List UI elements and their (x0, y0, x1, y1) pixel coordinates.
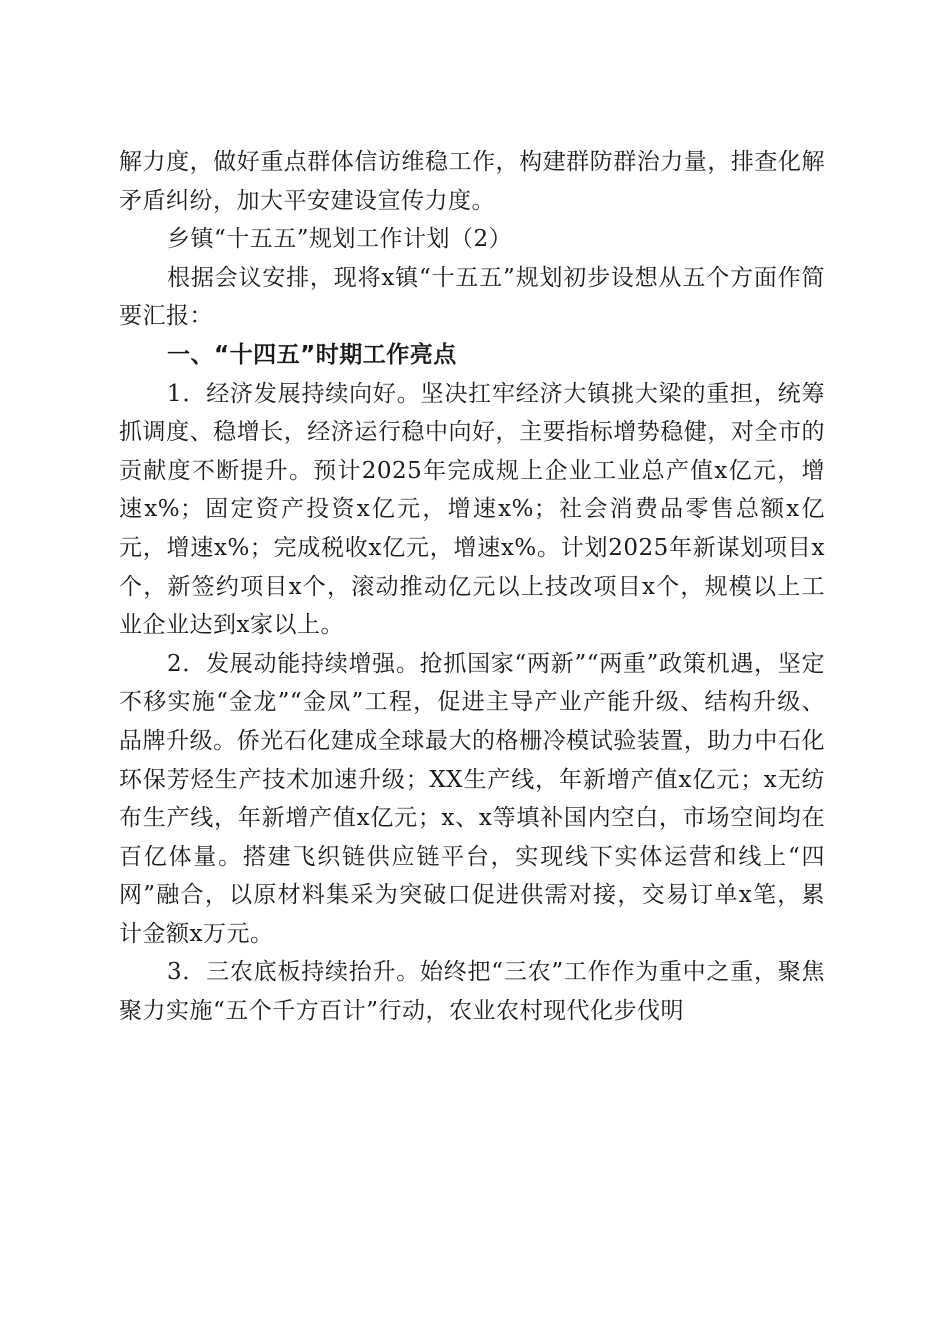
section-title: 乡镇“十五五”规划工作计划（2） (167, 226, 513, 253)
document-body (119, 143, 825, 1031)
paragraph-item-1: 1．经济发展持续向好。坚决扛牢经济大镇挑大梁的重担，统筹抓调度、稳增长，经济运行稳中向好，主要指标增势稳健，对全市的贡献度不断提升。预计2025年完成规上企业工业总产值x亿元，增速x%；固定资产投资x亿元，增速x%；社会消费品零售总额x亿元，增速x%；完成税收x亿元，增速x%。计划2025年新谋划项目x个，新签约项目x个，滚动推动亿元以上技改项目x个，规模以上工业企业达到x家以上。 (119, 380, 825, 639)
paragraph-continuation: 解力度，做好重点群体信访维稳工作，构建群防群治力量，排查化解矛盾纠纷，加大平安建设宣传力度。 (119, 149, 825, 214)
paragraph-item-3: 3．三农底板持续抬升。始终把“三农”工作作为重中之重，聚焦聚力实施“五个千方百计”行动，农业农村现代化步伐明 (119, 959, 825, 1025)
section-heading: 一、“十四五”时期工作亮点 (167, 341, 457, 368)
paragraph-intro: 根据会议安排，现将x镇“十五五”规划初步设想从五个方面作简要汇报： (119, 264, 825, 330)
paragraph-item-2: 2．发展动能持续增强。抢抓国家“两新”“两重”政策机遇，坚定不移实施“金龙”“金凤”工程，促进主导产业产能升级、结构升级、品牌升级。侨光石化建成全球最大的格栅冷模试验装置，助力中石化环保芳烃生产技术加速升级；XX生产线，年新增产值x亿元；x无纺布生产线，年新增产值x亿元；x、x等填补国内空白，市场空间均在百亿体量。搭建飞织链供应链平台，实现线下实体运营和线上“四网”融合，以原材料集采为突破口促进供需对接，交易订单x笔，累计金额x万元。 (119, 650, 825, 947)
